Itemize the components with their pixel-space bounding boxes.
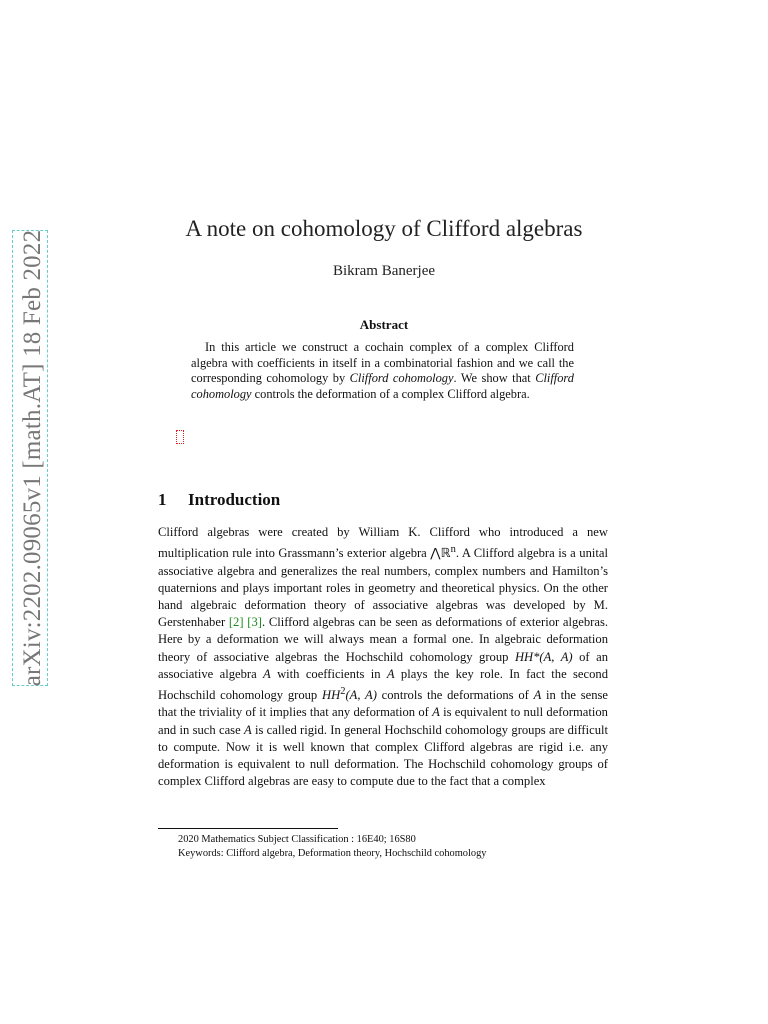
abstract-part-2: . We show that <box>453 371 536 386</box>
superscript-n: n <box>450 544 456 556</box>
math-hh2-suffix: (A, A) <box>345 688 377 703</box>
abstract-heading: Abstract <box>359 317 409 332</box>
citation-link-3[interactable]: [3] <box>247 615 262 630</box>
math-a: A <box>386 666 395 681</box>
superscript-2: 2 <box>340 686 346 698</box>
intro-text-6: plays the key role. In fact the second Hochschild cohomology group <box>158 666 609 703</box>
abstract-italic-term-2: Clifford cohomology <box>191 371 574 401</box>
math-a: A <box>263 666 271 681</box>
intro-text-10: is called rigid. In general Hochschild cohomology groups are difficult to compute. Now it is well known that complex Clifford algebras are rigid i.e. any deformation is equivalent to null deformation. The Hochschild cohomology groups of complex Clifford algebras are easy to compute due to the fact that a complex <box>158 722 609 789</box>
section-title: Introduction <box>188 490 281 509</box>
introduction-paragraph <box>158 524 608 790</box>
arxiv-identifier[interactable]: arXiv:2202.09065v1 [math.AT] 18 Feb 2022 <box>19 229 46 687</box>
math-a: A <box>533 688 542 703</box>
paper-title: A note on cohomology of Clifford algebras <box>185 216 583 241</box>
footnote-link-marker[interactable] <box>176 430 184 444</box>
intro-text-2: . A Clifford algebra is a unital associative algebra and generalizes the real numbers, complex numbers and Hamilton’s quaternions and plays important roles in geometry and theoretical physics. On the other hand algebraic deformation theory of associative algebras was developed by M. Gerstenhaber <box>158 546 608 630</box>
section-heading <box>158 490 280 510</box>
intro-text-9: is equivalent to null deformation and in such case <box>158 705 608 737</box>
intro-text-7: controls the deformations of <box>376 688 534 703</box>
footnote-msc: 2020 Mathematics Subject Classification : 16E40; 16S80 <box>178 834 416 845</box>
intro-text-1: Clifford algebras were created by William K. Clifford who introduced a new multiplication rule into Grassmann’s exterior algebra ⋀ℝ <box>158 525 608 561</box>
footnote-rule <box>158 828 338 829</box>
author-name: Bikram Banerjee <box>332 263 436 279</box>
footnote-keywords: Keywords: Clifford algebra, Deformation theory, Hochschild cohomology <box>178 848 487 859</box>
math-a: A <box>243 722 252 737</box>
math-a: A <box>432 705 440 720</box>
intro-text-3: . Clifford algebras can be seen as deformations of exterior algebras. Here by a deformation we will always mean a formal one. In algebraic deformation theory of associative algebras the Hochschild cohomology group <box>158 615 608 664</box>
section-number: 1 <box>158 490 167 509</box>
abstract-text <box>191 340 574 402</box>
intro-text-4: of an associative algebra <box>158 649 608 681</box>
abstract-italic-term-1: Clifford cohomology <box>349 371 454 386</box>
intro-text-5: with coefficients in <box>270 666 387 681</box>
intro-text-8: in the sense that the triviality of it implies that any deformation of <box>158 688 609 720</box>
math-hh2-prefix: HH <box>321 688 341 703</box>
citation-link-2[interactable]: [2] <box>228 615 244 630</box>
abstract-part-1: In this article we construct a cochain complex of a complex Clifford algebra with coefficients in itself in a combinatorial fashion and we call the corresponding cohomology by <box>191 340 574 386</box>
abstract-part-3: controls the deformation of a complex Clifford algebra. <box>251 386 530 401</box>
math-hh-star: HH*(A, A) <box>514 649 573 664</box>
